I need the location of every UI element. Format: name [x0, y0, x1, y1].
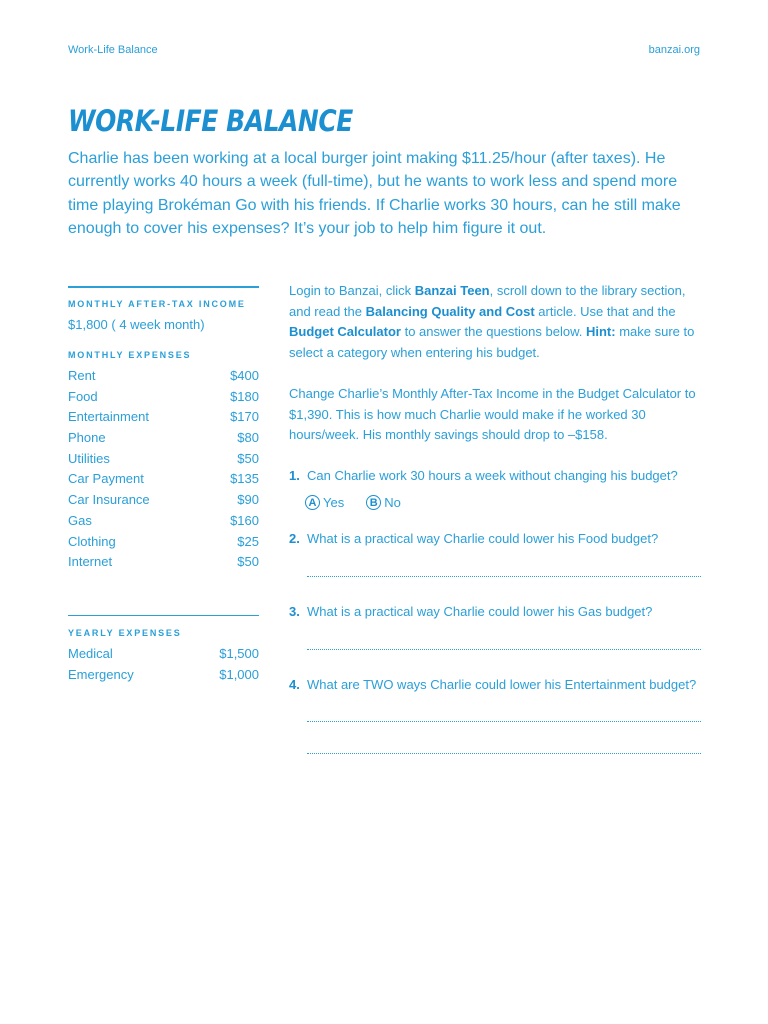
expense-amount: $50	[237, 450, 259, 466]
divider	[68, 615, 259, 616]
hint-label: Hint:	[585, 324, 616, 340]
expense-label: Car Payment	[68, 471, 144, 487]
expense-amount: $400	[230, 368, 259, 383]
expense-amount: $135	[230, 471, 259, 487]
answer-line[interactable]	[307, 649, 701, 650]
instructions-text: Login to Banzai, click	[289, 283, 415, 298]
yearly-expenses-list	[68, 644, 259, 685]
expense-label: Rent	[68, 368, 96, 383]
expense-amount: $1,500	[219, 645, 259, 661]
instructions-paragraph	[289, 281, 701, 364]
answer-options	[305, 493, 701, 514]
change-paragraph: Change Charlie’s Monthly After-Tax Income in the Budget Calculator to $1,390. This is how much Charlie would make if he worked 30 hours/week. His monthly savings should drop to –$158.	[289, 385, 696, 443]
expense-amount: $180	[230, 388, 259, 404]
instructions-text: article. Use that and the	[534, 303, 676, 319]
expense-label: Medical	[68, 645, 113, 661]
expense-label: Entertainment	[68, 409, 149, 425]
expense-label: Clothing	[68, 533, 116, 549]
question-text: What is a practical way Charlie could lower his Gas budget?	[307, 604, 653, 620]
worksheet-column	[289, 281, 701, 754]
income-value: $1,800 ( 4 week month)	[68, 317, 205, 332]
instructions-text: make sure to select a category when entering his budget.	[289, 324, 695, 361]
budget-calculator-link[interactable]: Budget Calculator	[289, 324, 401, 340]
expense-row	[68, 449, 259, 470]
expense-row	[68, 407, 259, 428]
answer-line[interactable]	[307, 753, 701, 754]
expense-label: Phone	[68, 430, 106, 446]
option-circle: B	[366, 495, 381, 510]
option-yes[interactable]	[305, 493, 344, 514]
expense-amount: $25	[237, 533, 259, 549]
option-label: No	[384, 494, 401, 510]
option-no[interactable]	[366, 493, 401, 514]
option-circle: A	[305, 495, 320, 510]
question-number: 2.	[289, 531, 300, 547]
option-label: Yes	[323, 494, 345, 510]
answer-line[interactable]	[307, 721, 701, 722]
expense-row	[68, 469, 259, 490]
expense-row	[68, 387, 259, 408]
monthly-expenses-heading: MONTHLY EXPENSES	[68, 350, 192, 360]
question-text: Can Charlie work 30 hours a week without changing his budget?	[307, 467, 678, 483]
question-2	[289, 529, 701, 550]
divider	[68, 286, 259, 288]
expense-label: Utilities	[68, 450, 110, 466]
question-number: 3.	[289, 604, 300, 620]
expense-amount: $1,000	[219, 666, 259, 682]
question-number: 1.	[289, 467, 300, 483]
expense-row	[68, 490, 259, 511]
header-site: banzai.org	[648, 44, 700, 56]
intro-paragraph: Charlie has been working at a local burger joint making $11.25/hour (after taxes). He currently works 40 hours a week (full-time), but he wants to work less and spend more time playing Brokéman Go with his friends. If Charlie works 30 hours, can he still make enough to cover his expenses? It’s your job to help him figure it out.	[68, 150, 681, 237]
question-text: What is a practical way Charlie could lower his Food budget?	[307, 531, 659, 547]
monthly-expenses-list	[68, 366, 259, 573]
expense-amount: $160	[230, 512, 259, 528]
expense-row	[68, 644, 259, 665]
instructions-text: to answer the questions below.	[400, 324, 586, 340]
expense-label: Emergency	[68, 666, 134, 682]
expense-amount: $170	[230, 409, 259, 425]
answer-line[interactable]	[307, 576, 701, 577]
budget-sidebar	[68, 286, 259, 685]
expense-row	[68, 532, 259, 553]
question-number: 4.	[289, 676, 300, 692]
expense-row	[68, 665, 259, 686]
question-text: What are TWO ways Charlie could lower his Entertainment budget?	[307, 676, 697, 692]
instructions-text: , scroll down to the library section, and read the	[289, 283, 686, 319]
expense-label: Gas	[68, 512, 92, 528]
header-title: Work-Life Balance	[68, 44, 158, 56]
expense-amount: $50	[237, 554, 259, 570]
expense-row	[68, 552, 259, 573]
yearly-expenses-heading: YEARLY EXPENSES	[68, 627, 182, 638]
income-heading: MONTHLY AFTER-TAX INCOME	[68, 299, 246, 309]
expense-label: Internet	[68, 554, 113, 570]
expense-amount: $90	[237, 492, 259, 508]
expense-row	[68, 511, 259, 532]
expense-amount: $80	[237, 430, 259, 446]
question-4	[289, 675, 701, 696]
article-link[interactable]: Balancing Quality and Cost	[365, 303, 535, 319]
expense-label: Food	[68, 388, 98, 404]
question-1	[289, 466, 701, 487]
banzai-teen-link[interactable]: Banzai Teen	[414, 283, 490, 298]
expense-row	[68, 366, 259, 387]
expense-label: Car Insurance	[68, 492, 150, 508]
page-title: WORK-LIFE BALANCE	[68, 104, 353, 138]
expense-row	[68, 428, 259, 449]
question-3	[289, 602, 701, 623]
